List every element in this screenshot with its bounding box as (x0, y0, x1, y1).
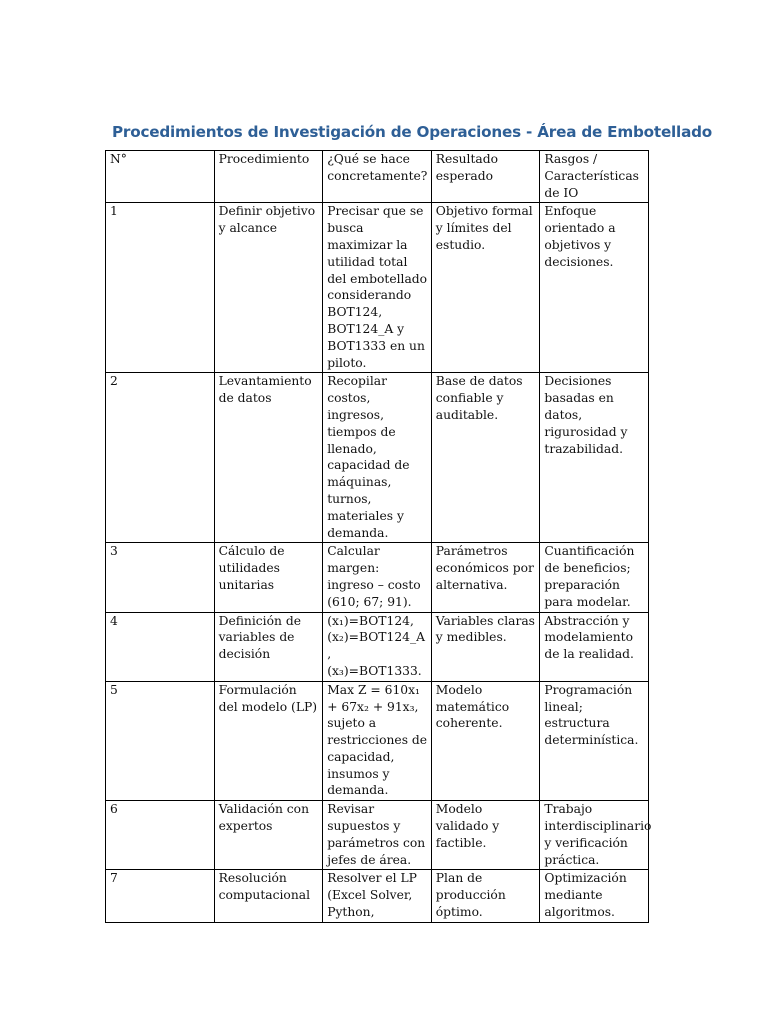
cell-number: 6 (106, 801, 215, 870)
cell-number: 4 (106, 612, 215, 681)
cell-what: Max Z = 610x₁ + 67x₂ + 91x₃, sujeto a restricciones de capacidad, insumos y demanda. (323, 681, 432, 801)
table-row (106, 870, 649, 922)
header-cell-traits: Rasgos / Características de IO (540, 151, 649, 203)
cell-number: 5 (106, 681, 215, 801)
page-title: Procedimientos de Investigación de Operaciones - Área de Embotellado (112, 123, 713, 141)
header-cell-procedure: Procedimiento (214, 151, 323, 203)
cell-result: Parámetros económicos por alternativa. (431, 543, 540, 612)
cell-procedure: Definición de variables de decisión (214, 612, 323, 681)
table-row (106, 543, 649, 612)
cell-result: Base de datos confiable y auditable. (431, 373, 540, 543)
cell-procedure: Levantamiento de datos (214, 373, 323, 543)
cell-what: Precisar que se busca maximizar la utilidad total del embotellado considerando BOT124, BOT124_A y BOT1333 en un piloto. (323, 203, 432, 373)
cell-procedure: Definir objetivo y alcance (214, 203, 323, 373)
cell-what: Resolver el LP (Excel Solver, Python, (323, 870, 432, 922)
header-cell-number: N° (106, 151, 215, 203)
table-row (106, 681, 649, 801)
table-row (106, 373, 649, 543)
cell-result: Plan de producción óptimo. (431, 870, 540, 922)
cell-what: Recopilar costos, ingresos, tiempos de llenado, capacidad de máquinas, turnos, materiales y demanda. (323, 373, 432, 543)
cell-traits: Enfoque orientado a objetivos y decisiones. (540, 203, 649, 373)
cell-number: 7 (106, 870, 215, 922)
cell-procedure: Validación con expertos (214, 801, 323, 870)
cell-procedure: Resolución computacional (214, 870, 323, 922)
cell-number: 2 (106, 373, 215, 543)
cell-procedure: Formulación del modelo (LP) (214, 681, 323, 801)
table-row (106, 203, 649, 373)
cell-what: Calcular margen: ingreso – costo (610; 67; 91). (323, 543, 432, 612)
cell-result: Modelo matemático coherente. (431, 681, 540, 801)
cell-procedure: Cálculo de utilidades unitarias (214, 543, 323, 612)
cell-result: Modelo validado y factible. (431, 801, 540, 870)
table-row (106, 612, 649, 681)
cell-traits: Cuantificación de beneficios; preparación para modelar. (540, 543, 649, 612)
cell-result: Variables claras y medibles. (431, 612, 540, 681)
procedures-table (105, 150, 652, 923)
cell-traits: Programación lineal; estructura determinística. (540, 681, 649, 801)
header-cell-what: ¿Qué se hace concretamente? (323, 151, 432, 203)
cell-result: Objetivo formal y límites del estudio. (431, 203, 540, 373)
cell-what: (x₁)=BOT124, (x₂)=BOT124_A , (x₃)=BOT1333. (323, 612, 432, 681)
cell-number: 3 (106, 543, 215, 612)
cell-what: Revisar supuestos y parámetros con jefes de área. (323, 801, 432, 870)
cell-traits: Trabajo interdisciplinario y verificación práctica. (540, 801, 649, 870)
cell-traits: Abstracción y modelamiento de la realidad. (540, 612, 649, 681)
header-cell-result: Resultado esperado (431, 151, 540, 203)
cell-number: 1 (106, 203, 215, 373)
cell-traits: Decisiones basadas en datos, rigurosidad y trazabilidad. (540, 373, 649, 543)
cell-traits: Optimización mediante algoritmos. (540, 870, 649, 922)
table-header-row (106, 151, 649, 203)
table-row (106, 801, 649, 870)
